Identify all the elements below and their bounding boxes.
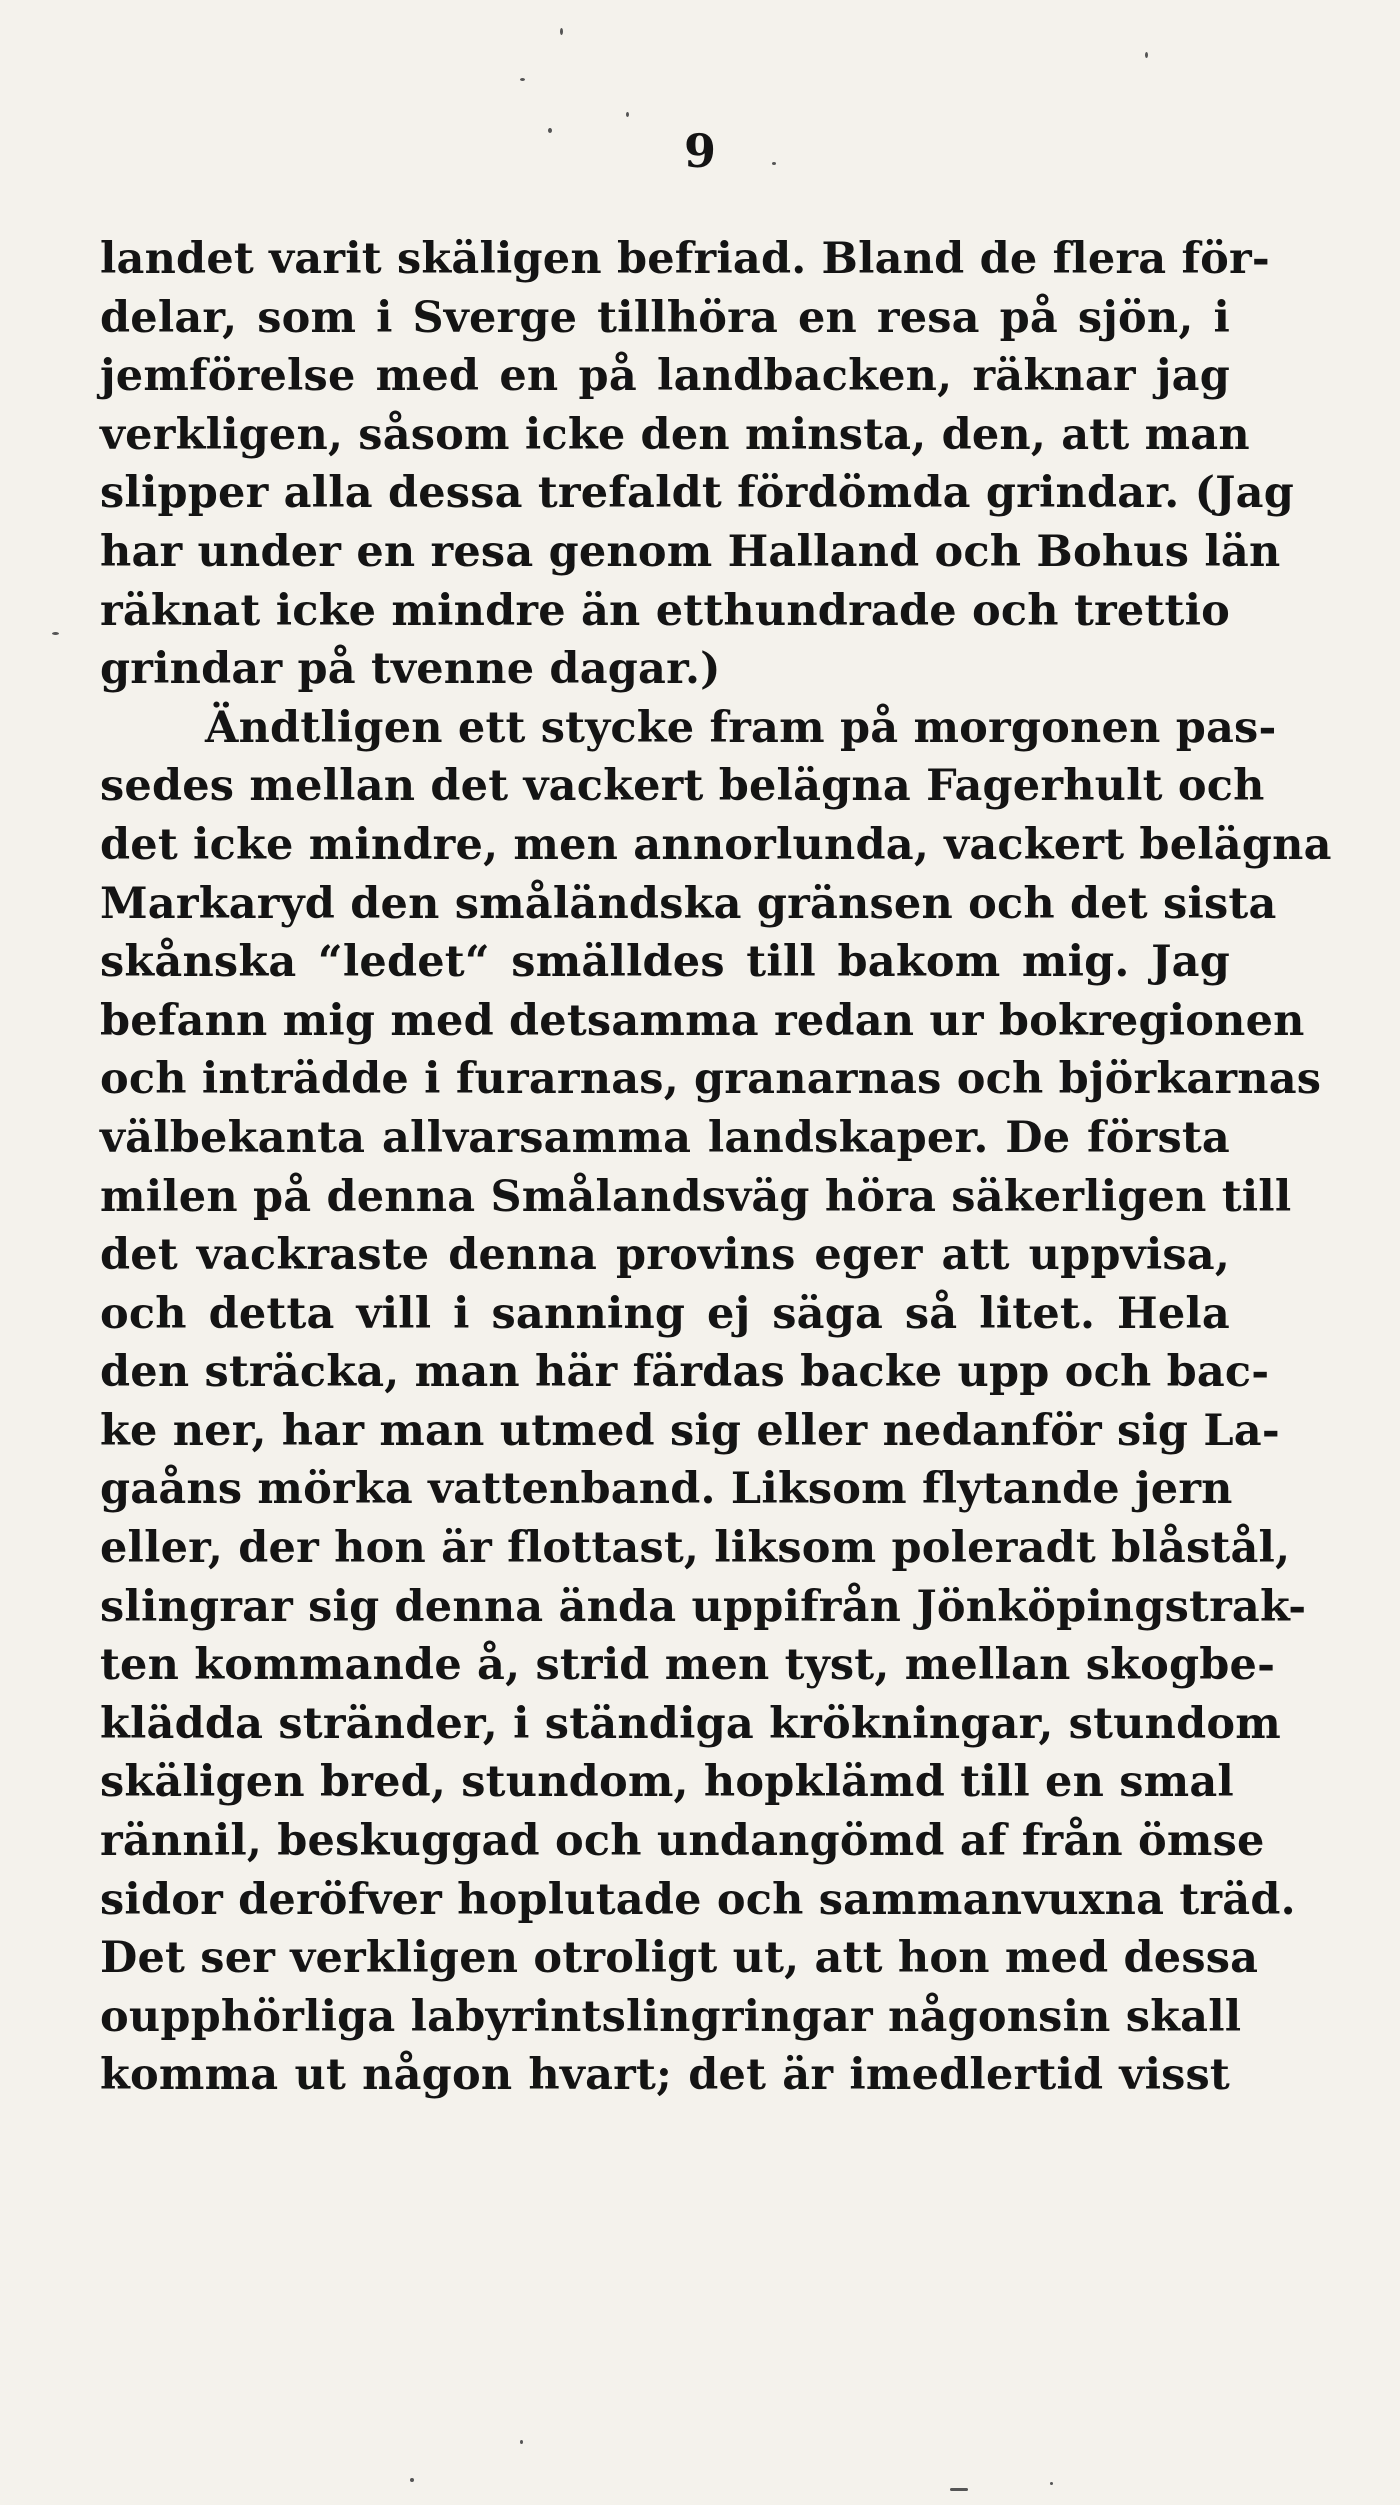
text-line: har under en resa genom Halland och Bohus län: [100, 526, 1281, 577]
text-line: landet varit skäligen befriad. Bland de flera för-: [100, 234, 1270, 284]
scan-speck: [520, 2440, 523, 2444]
text-line: gaåns mörka vattenband. Liksom flytande jern: [100, 1464, 1233, 1515]
body-text: [100, 230, 1332, 2105]
scan-speck: [520, 78, 525, 81]
text-line: Det ser verkligen otroligt ut, att hon med dessa: [100, 1933, 1259, 1984]
text-line: rännil, beskuggad och undangömd af från ömse: [100, 1816, 1265, 1867]
scan-speck: [548, 128, 552, 133]
text-line: komma ut någon hvart; det är imedlertid visst: [100, 2050, 1230, 2101]
text-line: räknat icke mindre än etthundrade och trettio: [100, 585, 1230, 636]
text-line: delar, som i Sverge tillhöra en resa på sjön, i: [100, 292, 1230, 343]
text-line: grindar på tvenne dagar.): [100, 644, 721, 695]
scan-speck: [1145, 52, 1148, 58]
text-line: slipper alla dessa trefaldt fördömda grindar. (Jag: [100, 468, 1294, 519]
text-line: skånska “ledet“ smälldes till bakom mig. Jag: [100, 937, 1230, 988]
text-line: välbekanta allvarsamma landskaper. De första: [100, 1112, 1230, 1163]
scan-speck: [1050, 2482, 1053, 2485]
text-line: milen på denna Smålandsväg höra säkerligen till: [100, 1171, 1292, 1222]
text-line: den sträcka, man här färdas backe upp och bac-: [100, 1347, 1270, 1398]
text-line: eller, der hon är flottast, liksom poleradt blåstål,: [100, 1523, 1291, 1574]
text-line: Ändtligen ett stycke fram på morgonen pas-: [205, 702, 1277, 753]
text-line: befann mig med detsamma redan ur bokregionen: [100, 995, 1305, 1046]
text-line: sedes mellan det vackert belägna Fagerhult och: [100, 761, 1265, 812]
text-line: verkligen, såsom icke den minsta, den, att man: [100, 409, 1250, 460]
text-line: och inträdde i furarnas, granarnas och björkarnas: [100, 1054, 1322, 1105]
text-line: och detta vill i sanning ej säga så litet. Hela: [100, 1288, 1230, 1339]
text-line: Markaryd den småländska gränsen och det sista: [100, 878, 1277, 929]
text-line: sidor deröfver hoplutade och sammanvuxna träd.: [100, 1874, 1296, 1925]
page-number: 9: [683, 124, 716, 178]
text-line: ten kommande å, strid men tyst, mellan skogbe-: [100, 1640, 1276, 1691]
text-line: jemförelse med en på landbacken, räknar jag: [100, 351, 1230, 402]
scan-speck: [52, 632, 59, 635]
scan-speck: [410, 2478, 414, 2482]
scan-speck: [626, 112, 629, 117]
scan-speck: [560, 28, 563, 35]
text-line: slingrar sig denna ända uppifrån Jönköpingstrak-: [100, 1581, 1307, 1632]
text-line: klädda stränder, i ständiga krökningar, stundom: [100, 1698, 1281, 1749]
scan-speck: [772, 162, 776, 165]
text-line: skäligen bred, stundom, hopklämd till en smal: [100, 1757, 1234, 1808]
text-line: det vackraste denna provins eger att uppvisa,: [100, 1230, 1230, 1281]
text-line: oupphörliga labyrintslingringar någonsin skall: [100, 1991, 1242, 2042]
text-line: ke ner, har man utmed sig eller nedanför sig La-: [100, 1405, 1280, 1456]
scan-speck: [950, 2488, 968, 2491]
text-line: det icke mindre, men annorlunda, vackert belägna: [100, 819, 1332, 870]
